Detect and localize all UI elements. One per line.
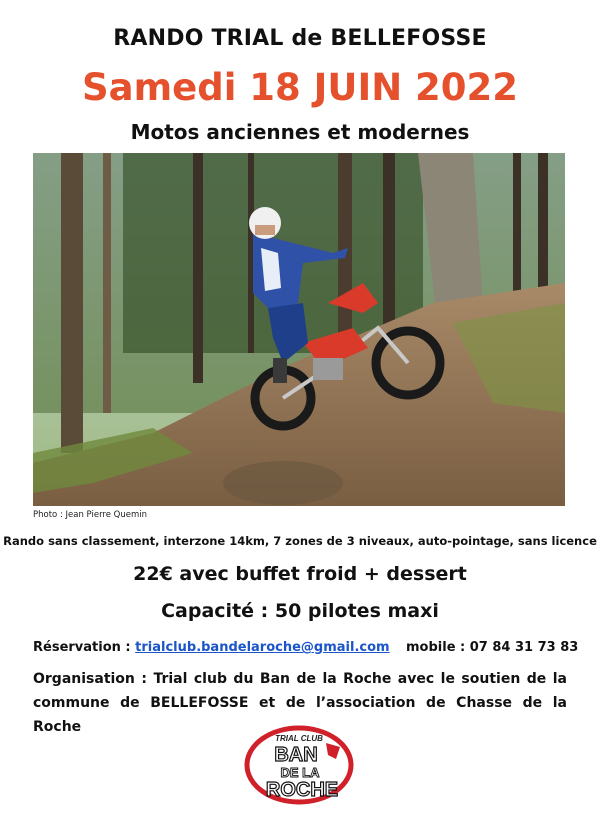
mobile-number: mobile : 07 84 31 73 83 <box>406 640 579 655</box>
event-date: Samedi 18 JUIN 2022 <box>81 66 519 109</box>
poster-subtitle: Motos anciennes et modernes <box>130 120 470 144</box>
capacity-info: Capacité : 50 pilotes maxi <box>161 600 439 622</box>
logo-word-dela: DE LA <box>280 765 320 780</box>
reservation-line <box>33 640 390 655</box>
trial-rider-photo <box>33 153 565 506</box>
logo-word-roche: ROCHE <box>265 779 339 801</box>
trial-club-logo <box>244 725 354 805</box>
organisation-line-1: Organisation : Trial club du Ban de la Roche avec le soutien de la <box>33 671 567 687</box>
event-description: Rando sans classement, interzone 14km, 7 zones de 3 niveaux, auto-pointage, sans licence <box>3 534 597 548</box>
reservation-label: Réservation : <box>33 640 136 655</box>
photo-credit: Photo : Jean Pierre Quemin <box>33 510 147 520</box>
organisation-line-2: commune de BELLEFOSSE et de l’association de Chasse de la Roche <box>33 695 567 735</box>
poster-title: RANDO TRIAL de BELLEFOSSE <box>113 26 487 51</box>
price-info: 22€ avec buffet froid + dessert <box>133 563 467 585</box>
logo-top-text: TRIAL CLUB <box>275 734 323 743</box>
logo-word-ban: BAN <box>274 744 318 766</box>
reservation-email-link[interactable]: trialclub.bandelaroche@gmail.com <box>135 640 390 655</box>
